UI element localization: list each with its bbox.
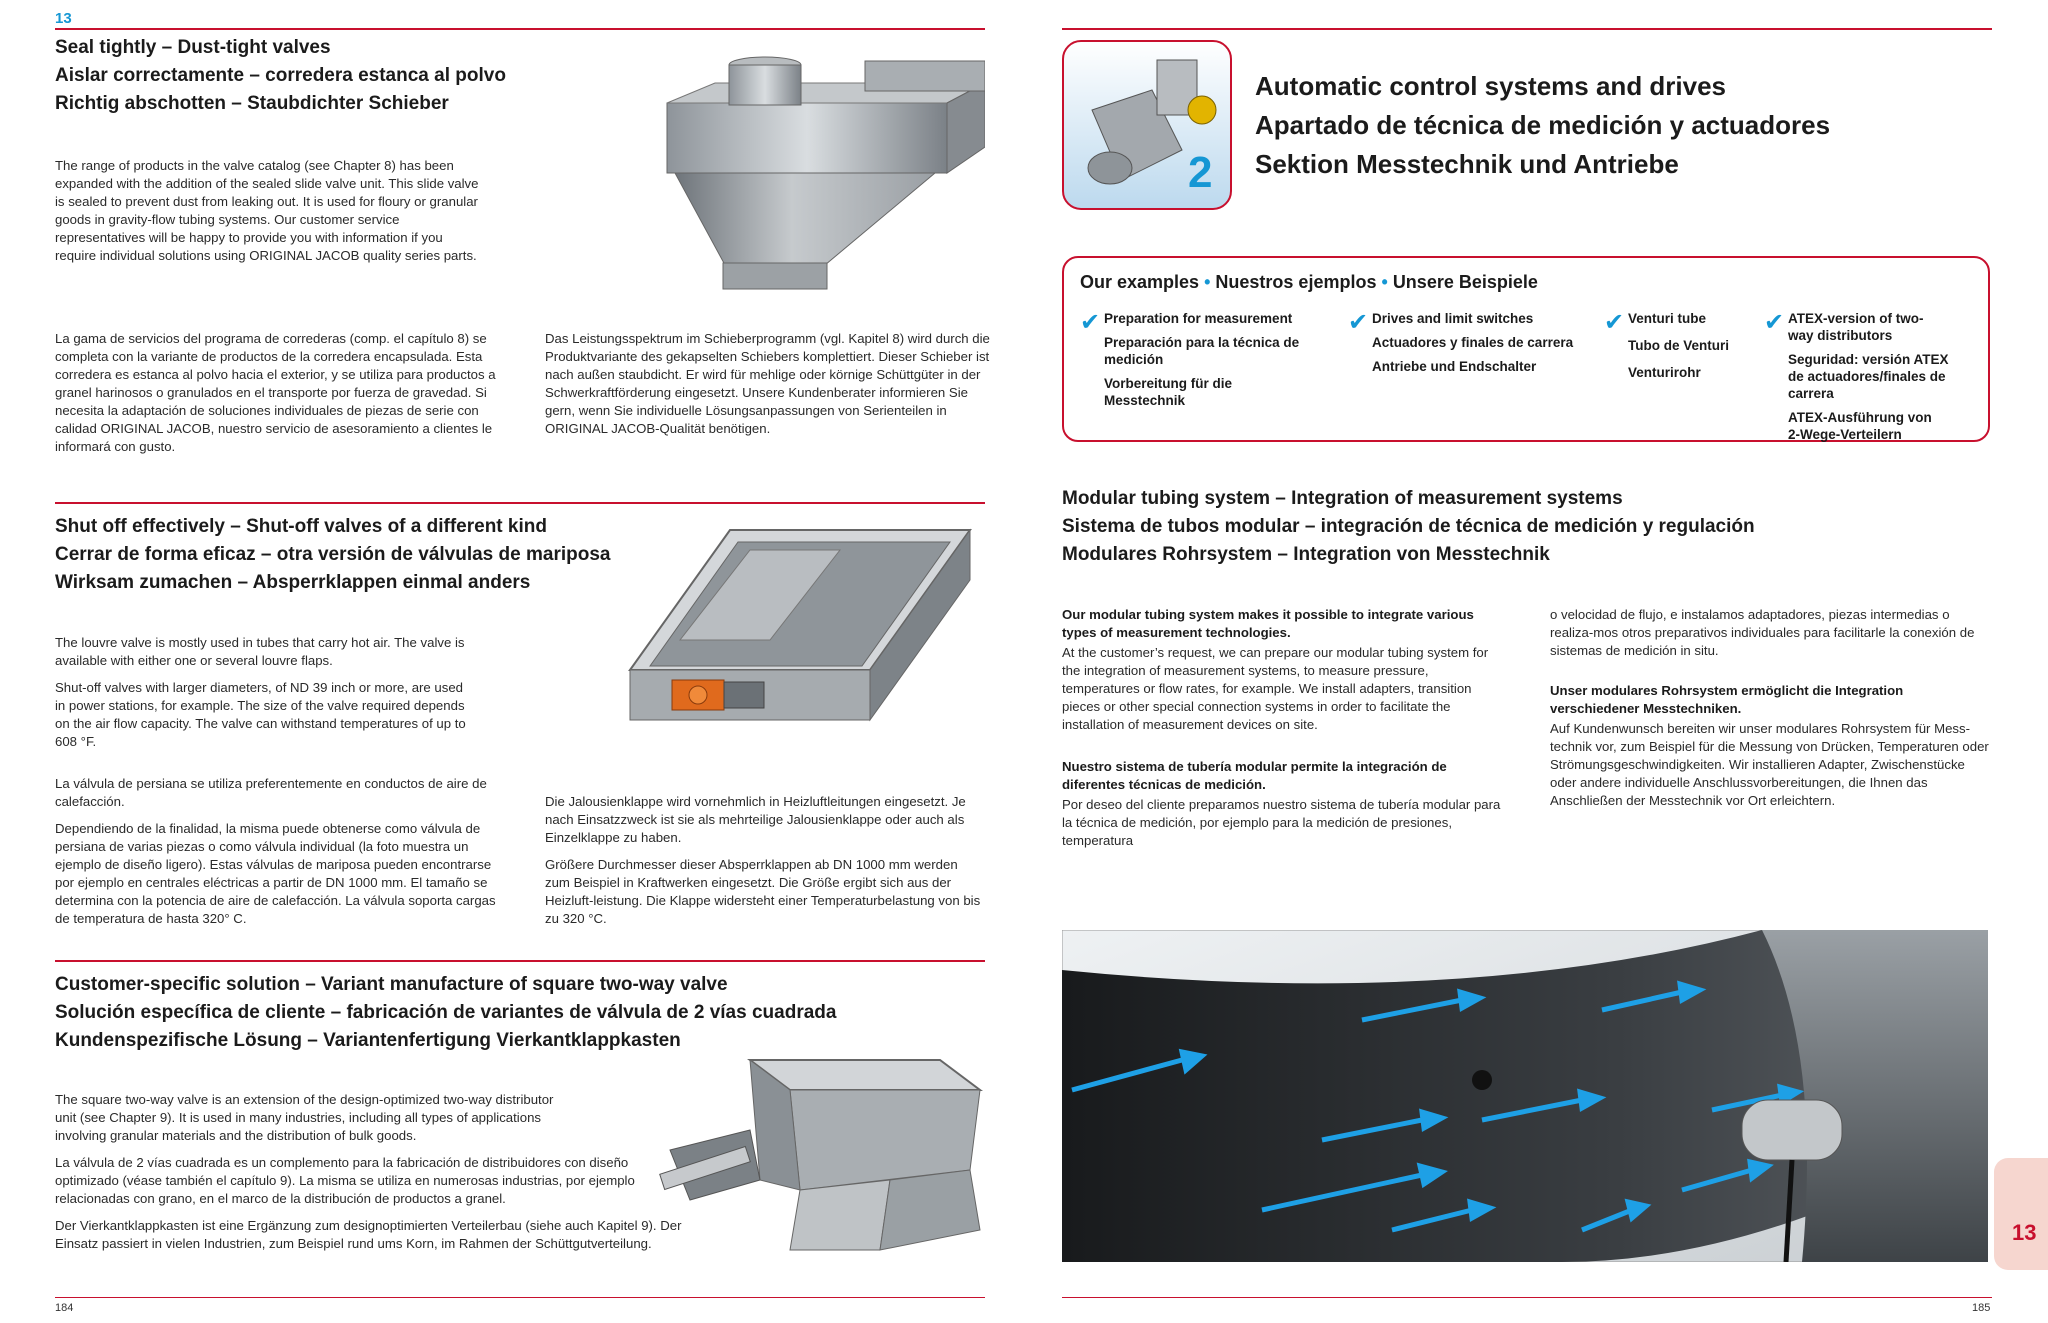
section2-text-es [55,775,500,928]
modular-es-text: Por deseo del cliente preparamos nuestro sistema de tubería modular para la técnica de medición, por ejemplo para la medición de presiones, temperatura [1062,797,1501,848]
section1-titles [55,34,615,118]
example-item: Tubo de Venturi [1628,338,1729,353]
examples-separator-2: • [1381,272,1388,292]
chapter-number: 13 [55,10,72,27]
example-item: Preparación para la técnica de medición [1104,335,1300,367]
example-item: Drives and limit switches [1372,311,1534,326]
section2-title-en: Shut off effectively – Shut-off valves of a different kind [55,516,547,537]
example-item: Antriebe und Endschalter [1372,359,1537,374]
chapter-titles [1255,67,1975,184]
modular-col-left [1062,606,1502,850]
example-item: Preparation for measurement [1104,311,1293,326]
section1-text-de: Das Leistungsspektrum im Schieberprogramm (vgl. Kapitel 8) wird durch die Produktvariante des gekapselten Schiebers komplettiert. Dieser Schieber ist nach außen staubdicht. Er wird für mehlige oder körnige Schüttgüter in der Schwerkraftförderung eingesetzt. Unsere Kundenberater informieren Sie gern, wenn Sie individuelle Lösungsanpassungen von Serienteilen in ORIGINAL JACOB-Qualität benötigen. [545,331,990,436]
section1-text-es: La gama de servicios del programa de correderas (comp. el capítulo 8) se completa con la variante de productos de la corredera encapsulada. Esta corredera es estanca al polvo hacia el exterior, y se utiliza para productos a granel harinosos o granulados en el transporte por fuerza de gravedad. Si necesita la adaptación de soluciones individuales de piezas de serie con calidad ORIGINAL JACOB, nuestro servicio de asesoramiento a clientes le informará con gusto. [55,331,496,454]
example-item: ATEX-version of two-way distributors [1788,311,1924,343]
examples-title-es: Nuestros ejemplos [1215,272,1377,292]
chapter-side-tab [1994,1158,2048,1270]
section1-title-de: Richtig abschotten – Staubdichter Schieber [55,93,449,114]
examples-title-de: Unsere Beispiele [1392,272,1538,292]
section2-es-p1: La válvula de persiana se utiliza preferentemente en conductos de aire de calefacción. [55,776,487,809]
check-icon: ✔ [1764,309,1785,336]
section3-title-en: Customer-specific solution – Variant manufacture of square two-way valve [55,974,728,995]
example-item: Seguridad: versión ATEX de actuadores/finales de carrera [1788,352,1949,401]
section3-p-es: La válvula de 2 vías cuadrada es un complemento para la fabricación de distribuidores con diseño optimizado (véase también el capítulo 9). La misma se utiliza en numerosas industrias, por ejemplo relacionadas con grano, en el marco de la distribución de productos a granel. [55,1155,635,1206]
modular-title-en: Modular tubing system – Integration of measurement systems [1062,488,1623,509]
page-number-right: 185 [1972,1302,1991,1314]
example-column-1 [1080,310,1310,416]
section1-title-en: Seal tightly – Dust-tight valves [55,37,331,58]
chapter-title-en: Automatic control systems and drives [1255,71,1727,101]
section2-text-de [545,793,985,928]
modular-es-lead: Nuestro sistema de tubería modular permite la integración de diferentes técnicas de medición. [1062,759,1447,792]
example-item: ATEX-Ausführung von 2-Wege-Verteilern [1788,410,1932,442]
section3-title-es: Solución específica de cliente – fabricación de variantes de válvula de 2 vías cuadrada [55,1002,837,1023]
section2-es-p2: Dependiendo de la finalidad, la misma puede obtenerse como válvula de persiana de varias piezas o como válvula individual (la foto muestra un ejemplo de diseño ligero). Estas válvulas de mariposa pueden encontrarse por ejemplo en centrales eléctricas a partir de DN 1000 mm. El tamaño se determina con la potencia de aire de calefacción. La válvula soporta cargas de temperatura de hasta 320° C. [55,821,496,926]
check-icon: ✔ [1080,309,1101,336]
example-column-2 [1348,310,1578,382]
example-item: Vorbereitung für die Messtechnik [1104,376,1233,408]
bottom-rule-right [1062,1297,1992,1298]
example-column-4 [1764,310,1964,450]
section3-p-en: The square two-way valve is an extension of the design-optimized two-way distributor unit (see Chapter 9). It is used in many industries, including all types of applications involving granular materials and the distribution of bulk goods. [55,1092,554,1143]
check-icon: ✔ [1348,309,1369,336]
modular-de-lead: Unser modulares Rohrsystem ermöglicht die Integration verschiedener Messtechniken. [1550,683,1904,716]
check-icon: ✔ [1604,309,1625,336]
modular-es-text-continued: o velocidad de flujo, e instalamos adaptadores, piezas intermedias o realiza-mos otros preparativos individuales para facilitarle la conexión de sistemas de medición in situ. [1550,607,1975,658]
example-item: Actuadores y finales de carrera [1372,335,1574,350]
rule-section3 [55,960,985,962]
louvre-valve-image [620,520,980,740]
examples-title-en: Our examples [1080,272,1200,292]
chapter-badge-number: 2 [1188,148,1213,197]
bottom-rule-left [55,1297,985,1298]
example-item: Venturirohr [1628,365,1701,380]
top-rule-left [55,28,985,30]
modular-en-lead: Our modular tubing system makes it possible to integrate various types of measurement technologies. [1062,607,1474,640]
examples-box [1062,256,1990,442]
section2-title-de: Wirksam zumachen – Absperrklappen einmal anders [55,572,531,593]
section3-p-de: Der Vierkantklappkasten ist eine Ergänzung zum designoptimierten Verteilerbau (siehe auch Kapitel 9). Der Einsatz passiert in vielen Industrien, zum Beispiel rund ums Korn, im Rahmen der Schüttgutverteilung. [55,1218,682,1251]
side-tab-number: 13 [2012,1220,2037,1245]
modular-en-text: At the customer’s request, we can prepare our modular tubing system for the integration of measurement systems, to measure pressure, temperatures or flow rates, for example. We install adapters, transition pieces or other special connection systems in order to facilitate the installation of measurement devices on site. [1062,645,1489,732]
examples-separator-1: • [1204,272,1211,292]
page-number-left: 184 [55,1302,74,1314]
section2-title-es: Cerrar de forma eficaz – otra versión de válvulas de mariposa [55,544,611,565]
example-column-3 [1604,310,1744,388]
section1-title-es: Aislar correctamente – corredera estanca al polvo [55,65,506,86]
section2-en-p1: The louvre valve is mostly used in tubes that carry hot air. The valve is available with either one or several louvre flaps. [55,635,465,668]
examples-title [1080,272,1538,293]
example-item: Venturi tube [1628,311,1707,326]
two-way-valve-image [640,1040,995,1260]
section1-text-en: The range of products in the valve catalog (see Chapter 8) has been expanded with the addition of the sealed slide valve unit. This slide valve is sealed to prevent dust from leaking out. It is used for floury or granular goods in gravity-flow tubing systems. Our customer service representatives will be happy to provide you with information if you require individual solutions using ORIGINAL JACOB quality series parts. [55,158,479,263]
measurement-pipe-image [1062,930,1988,1262]
modular-titles [1062,485,1822,569]
chapter-title-de: Sektion Messtechnik und Antriebe [1255,149,1679,179]
slide-valve-image [605,55,985,295]
section2-de-p1: Die Jalousienklappe wird vornehmlich in Heizluftleitungen eingesetzt. Je nach Einsatzzweck ist sie als mehrteilige Jalousienklappe oder auch als Einzelklappe zu haben. [545,794,966,845]
section3-text [55,1091,685,1253]
modular-col-right [1550,606,1990,810]
top-rule-right [1062,28,1992,30]
rule-section2 [55,502,985,504]
modular-de-text: Auf Kundenwunsch bereiten wir unser modulares Rohrsystem für Mess-technik vor, zum Beispiel für die Messung von Drücken, Temperaturen oder Strömungsgeschwindigkeiten. Wir installieren Adapter, Zwischenstücke oder andere individuelle Anschlussvorbereitungen, die Ihnen das Anschließen der Messtechnik vor Ort erleichtern. [1550,721,1989,808]
modular-title-es: Sistema de tubos modular – integración de técnica de medición y regulación [1062,516,1755,537]
chapter-title-es: Apartado de técnica de medición y actuadores [1255,110,1831,140]
section2-titles [55,513,655,597]
section2-text-en [55,634,475,751]
section3-title-de: Kundenspezifische Lösung – Variantenfertigung Vierkantklappkasten [55,1030,681,1051]
section2-de-p2: Größere Durchmesser dieser Absperrklappen ab DN 1000 mm werden zum Beispiel in Kraftwerken eingesetzt. Die Größe ergibt sich aus der Heizluft-leistung. Die Klappe widersteht einer Temperaturbelastung von bis zu 320 °C. [545,857,981,926]
section2-en-p2: Shut-off valves with larger diameters, of ND 39 inch or more, are used in power stations, for example. The size of the valve required depends on the air flow capacity. The valve can withstand temperatures of up to 608 °F. [55,680,466,749]
modular-title-de: Modulares Rohrsystem – Integration von Messtechnik [1062,544,1550,565]
